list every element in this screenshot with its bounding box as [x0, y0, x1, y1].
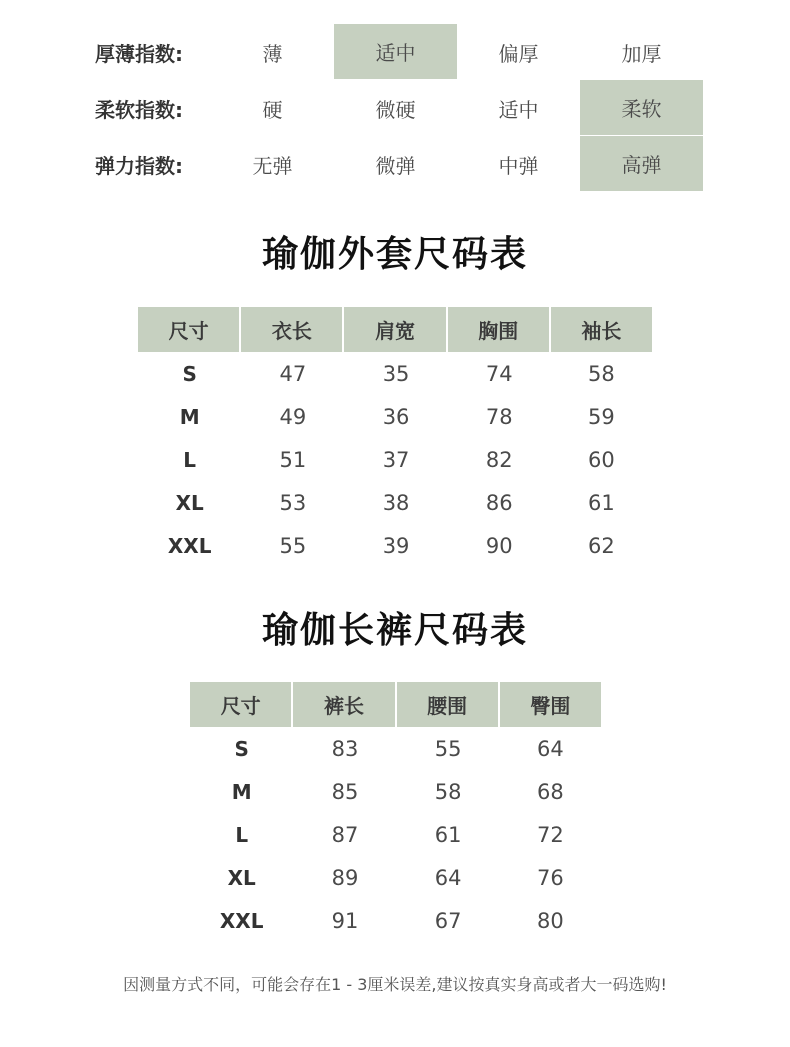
table-cell: 60 — [588, 447, 615, 472]
table-cell: 68 — [537, 779, 564, 804]
table-cell: 39 — [382, 533, 410, 558]
size-cell: XXL — [219, 908, 264, 933]
size-cell: XL — [227, 865, 256, 890]
table-cell: 55 — [434, 736, 462, 761]
table-cell: 51 — [279, 447, 307, 472]
elasticity-index-row — [95, 136, 705, 192]
column-header: 肩宽 — [344, 307, 447, 352]
column-header: 尺寸 — [138, 307, 241, 352]
size-cell: S — [234, 736, 249, 761]
table-cell: 87 — [331, 822, 359, 847]
table-cell: 61 — [588, 490, 615, 515]
table-cell: 62 — [588, 533, 615, 558]
thickness-option: 偏厚 — [498, 41, 539, 66]
table-cell: 55 — [279, 533, 307, 558]
table-cell: 80 — [537, 908, 564, 933]
measurement-disclaimer: 因测量方式不同，可能会存在1 - 3厘米误差,建议按真实身高或者大一码选购! — [123, 975, 667, 994]
size-cell: L — [183, 447, 197, 472]
table-cell: 76 — [537, 865, 564, 890]
column-header: 胸围 — [448, 307, 551, 352]
table-cell: 37 — [382, 447, 410, 472]
table-cell: 83 — [331, 736, 359, 761]
jacket-size-table — [138, 307, 652, 567]
table-cell: 58 — [588, 361, 615, 386]
fabric-index-grid — [95, 24, 705, 192]
thickness-option: 适中 — [334, 24, 457, 80]
softness-option: 硬 — [262, 97, 283, 122]
elasticity-index-label: 弹力指数: — [95, 153, 183, 178]
column-header: 裤长 — [293, 682, 396, 727]
column-header: 尺寸 — [190, 682, 293, 727]
table-cell: 53 — [279, 490, 307, 515]
column-header: 臀围 — [500, 682, 601, 727]
size-cell: M — [231, 779, 252, 804]
table-cell: 36 — [382, 404, 410, 429]
softness-option: 柔软 — [580, 80, 703, 136]
table-cell: 64 — [434, 865, 462, 890]
table-cell: 47 — [279, 361, 307, 386]
softness-option: 适中 — [498, 97, 539, 122]
pants-size-table — [190, 682, 601, 942]
table-cell: 91 — [331, 908, 359, 933]
pants-size-chart-title: 瑜伽长裤尺码表 — [261, 610, 528, 651]
table-cell: 35 — [382, 361, 410, 386]
elasticity-option: 微弹 — [375, 153, 416, 178]
table-cell: 49 — [279, 404, 307, 429]
table-cell: 90 — [485, 533, 513, 558]
column-header: 衣长 — [241, 307, 344, 352]
table-cell: 67 — [434, 908, 462, 933]
table-cell: 58 — [434, 779, 462, 804]
thickness-index-row — [95, 24, 705, 80]
table-cell: 38 — [382, 490, 410, 515]
table-row — [138, 352, 652, 395]
table-header-row — [190, 682, 601, 727]
table-row — [190, 899, 601, 942]
softness-index-label: 柔软指数: — [95, 97, 183, 122]
column-header: 袖长 — [551, 307, 652, 352]
softness-option: 微硬 — [375, 97, 416, 122]
softness-index-row — [95, 80, 705, 136]
elasticity-option: 无弹 — [252, 153, 293, 178]
size-cell: XL — [175, 490, 204, 515]
table-cell: 61 — [434, 822, 462, 847]
size-cell: L — [235, 822, 249, 847]
elasticity-option: 中弹 — [498, 153, 539, 178]
table-row — [190, 813, 601, 856]
table-cell: 72 — [537, 822, 564, 847]
table-cell: 86 — [485, 490, 513, 515]
size-cell: XXL — [167, 533, 212, 558]
elasticity-option: 高弹 — [580, 136, 703, 192]
column-header: 腰围 — [397, 682, 500, 727]
thickness-index-label: 厚薄指数: — [95, 41, 183, 66]
table-cell: 82 — [485, 447, 513, 472]
table-row — [138, 395, 652, 438]
size-cell: M — [179, 404, 200, 429]
table-row — [138, 524, 652, 567]
table-row — [190, 856, 601, 899]
table-cell: 85 — [331, 779, 359, 804]
table-cell: 89 — [331, 865, 359, 890]
table-header-row — [138, 307, 652, 352]
thickness-option: 加厚 — [621, 41, 662, 66]
table-row — [138, 438, 652, 481]
table-row — [138, 481, 652, 524]
size-cell: S — [182, 361, 197, 386]
table-row — [190, 770, 601, 813]
thickness-option: 薄 — [262, 41, 283, 66]
table-cell: 78 — [485, 404, 513, 429]
table-cell: 59 — [588, 404, 615, 429]
table-cell: 64 — [537, 736, 564, 761]
jacket-size-chart-title: 瑜伽外套尺码表 — [261, 234, 528, 275]
table-cell: 74 — [485, 361, 513, 386]
table-row — [190, 727, 601, 770]
